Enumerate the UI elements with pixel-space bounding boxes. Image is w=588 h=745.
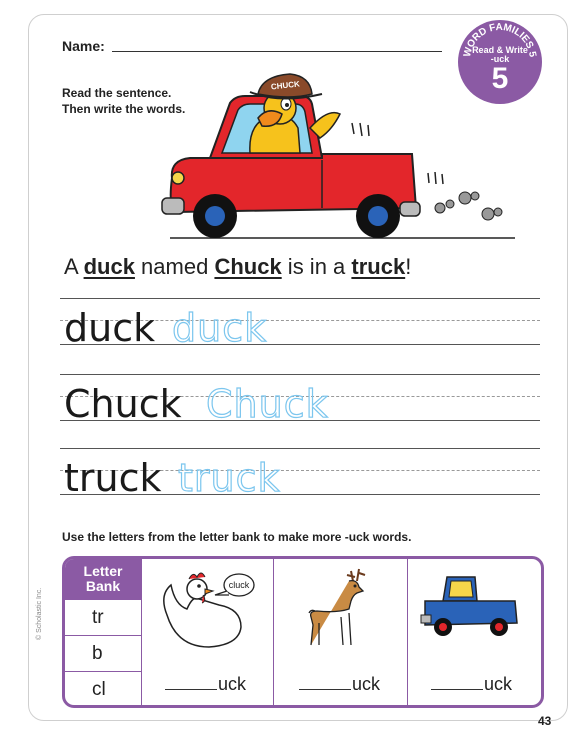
trace-word: duck <box>172 306 268 350</box>
letter-bank-item: tr <box>65 599 141 635</box>
headlight <box>172 172 184 184</box>
badge-subtitle-line1: Read & Write <box>472 45 528 55</box>
truck-icon <box>419 569 523 639</box>
answer-suffix: uck <box>352 674 381 694</box>
badge-number: 5 <box>491 62 509 95</box>
instruction-line-1: Read the sentence. <box>62 86 172 100</box>
name-field[interactable] <box>112 51 442 52</box>
sentence-word-duck: duck <box>83 254 135 279</box>
exhaust-puffs <box>435 192 502 220</box>
deer-icon <box>297 565 377 649</box>
letter-bank-panel <box>62 556 544 708</box>
duck-truck-illustration <box>150 68 520 246</box>
rear-wheel <box>356 194 400 238</box>
sentence-text: A <box>64 254 84 279</box>
badge-title: WORD FAMILIES 5 <box>461 21 538 59</box>
sentence-text: is in a <box>281 254 352 279</box>
letter-bank-list <box>65 599 141 707</box>
sentence-word-chuck: Chuck <box>214 254 282 279</box>
chicken-icon <box>149 565 267 653</box>
writing-row-truck[interactable] <box>60 448 540 500</box>
answer-blank-3[interactable] <box>431 674 512 695</box>
rear-bumper <box>400 202 420 216</box>
chicken-speech-bubble: cluck <box>228 580 250 590</box>
letter-bank-instruction: Use the letters from the letter bank to make more -uck words. <box>62 530 412 544</box>
sentence <box>64 254 411 280</box>
letter-bank-item: cl <box>65 671 141 707</box>
column-divider <box>407 559 408 705</box>
name-label: Name: <box>62 38 105 54</box>
front-wheel <box>193 194 237 238</box>
answer-suffix: uck <box>484 674 513 694</box>
instruction-line-2: Then write the words. <box>62 102 186 116</box>
badge-subtitle-line2: -uck <box>490 54 510 64</box>
model-word: Chuck <box>64 382 182 426</box>
writing-row-duck[interactable] <box>60 298 540 350</box>
sentence-word-truck: truck <box>351 254 406 279</box>
column-divider <box>273 559 274 705</box>
column-divider <box>141 559 142 705</box>
answer-blank-1[interactable] <box>165 674 246 695</box>
letter-bank-title-line2: Bank <box>85 578 121 594</box>
trace-word: Chuck <box>206 382 329 426</box>
model-word: truck <box>64 456 162 500</box>
letter-bank-item: b <box>65 635 141 671</box>
page-number: 43 <box>538 714 552 728</box>
writing-row-chuck[interactable] <box>60 374 540 426</box>
answer-blank-2[interactable] <box>299 674 380 695</box>
answer-suffix: uck <box>218 674 247 694</box>
model-word: duck <box>64 306 156 350</box>
sentence-text: named <box>134 254 215 279</box>
hat-label: CHUCK <box>270 79 301 92</box>
letter-bank-title-line1: Letter <box>83 563 123 579</box>
front-bumper <box>162 198 184 214</box>
trace-word: truck <box>178 456 281 500</box>
letter-bank-title <box>65 559 141 599</box>
sentence-text: ! <box>405 254 412 279</box>
copyright: © Scholastic Inc. <box>36 587 43 640</box>
